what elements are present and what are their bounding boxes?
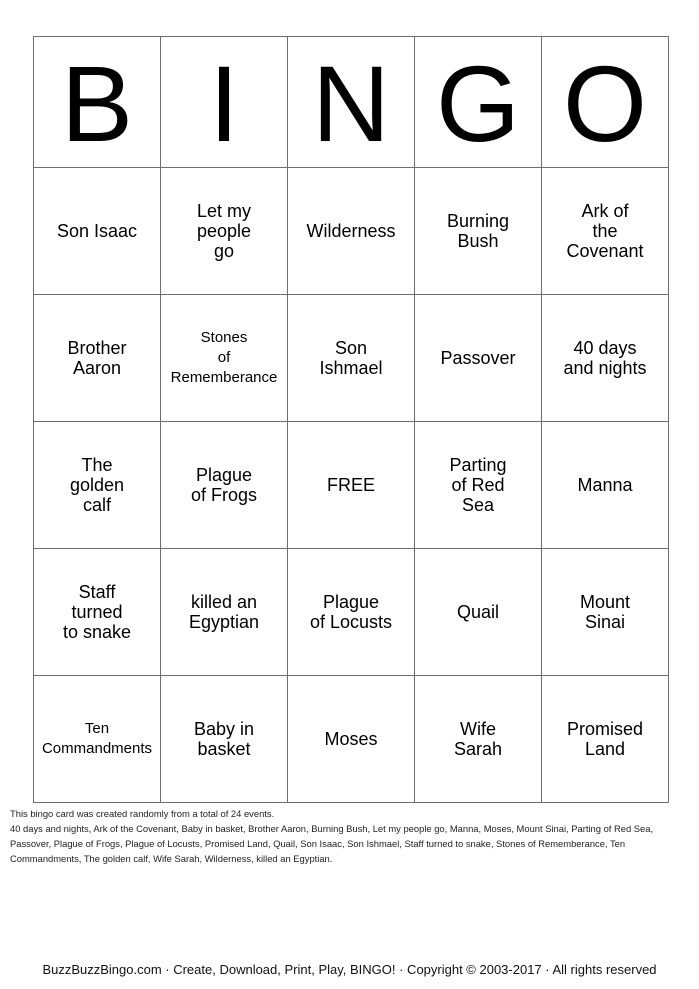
bingo-cell	[542, 295, 669, 422]
bingo-cell-line: and nights	[563, 357, 647, 378]
bingo-cell	[161, 295, 288, 422]
bingo-cell-line: Moses	[324, 728, 378, 749]
bingo-cell-text	[42, 719, 152, 759]
bingo-cell	[34, 549, 161, 676]
bingo-cell	[415, 676, 542, 803]
bingo-cell-line: Let my	[196, 200, 252, 221]
bingo-cell-text	[194, 719, 254, 759]
description-intro: This bingo card was created randomly from a total of 24 events.	[10, 808, 275, 819]
bingo-cell-line: of	[217, 349, 231, 366]
bingo-cell	[34, 295, 161, 422]
bingo-row	[34, 168, 669, 295]
bingo-cell-line: Baby in	[193, 718, 255, 739]
bingo-cell	[34, 422, 161, 549]
bingo-cell-line: killed an	[190, 591, 258, 612]
bingo-cell-text	[310, 592, 392, 632]
bingo-cell-text	[566, 201, 643, 261]
bingo-cell-line: Rememberance	[170, 369, 278, 386]
bingo-cell-line: turned	[71, 601, 123, 622]
bingo-cell-text	[191, 465, 257, 505]
bingo-cell-text	[63, 582, 131, 642]
bingo-cell-text	[567, 719, 643, 759]
bingo-cell-line: Parting	[449, 454, 507, 475]
bingo-row	[34, 549, 669, 676]
header-letter-n: N	[288, 37, 415, 168]
bingo-cell-line: The	[81, 454, 113, 475]
bingo-cell-text	[327, 475, 375, 495]
bingo-cell	[288, 676, 415, 803]
bingo-cell	[288, 295, 415, 422]
bingo-cell-line: Stones	[200, 329, 248, 346]
bingo-cell-text	[577, 475, 632, 495]
bingo-cell-line: Wife	[459, 718, 496, 739]
bingo-cell-text	[197, 201, 251, 261]
bingo-row	[34, 676, 669, 803]
bingo-cell	[161, 549, 288, 676]
card-description	[10, 806, 690, 866]
bingo-cell-line: calf	[82, 494, 111, 515]
bingo-cell	[415, 549, 542, 676]
bingo-cell-text	[306, 221, 395, 241]
bingo-cell-line: Sea	[461, 494, 494, 515]
bingo-cell	[415, 168, 542, 295]
bingo-cell-line: Promised	[566, 718, 644, 739]
bingo-cell-text	[57, 221, 137, 241]
bingo-cell-line: Manna	[577, 474, 633, 495]
header-letter-g: G	[415, 37, 542, 168]
bingo-cell-line: Burning	[446, 210, 510, 231]
bingo-cell-text	[457, 602, 499, 622]
bingo-cell-line: Sinai	[584, 611, 626, 632]
bingo-cell	[34, 676, 161, 803]
bingo-cell-line: Plague	[195, 464, 253, 485]
bingo-cell	[161, 676, 288, 803]
bingo-cell-text	[580, 592, 630, 632]
bingo-cell-text	[70, 455, 124, 515]
bingo-cell-line: FREE	[326, 474, 375, 495]
bingo-cell-text	[171, 328, 278, 388]
bingo-cell	[542, 422, 669, 549]
bingo-cell-line: Ishmael	[319, 357, 383, 378]
bingo-cell-text	[454, 719, 502, 759]
bingo-row	[34, 295, 669, 422]
bingo-cell-text	[324, 729, 377, 749]
bingo-cell	[161, 168, 288, 295]
header-letter-b: B	[34, 37, 161, 168]
bingo-cell	[288, 549, 415, 676]
bingo-cell-line: of Locusts	[309, 611, 393, 632]
header-row	[34, 37, 669, 168]
bingo-cell-line: Quail	[456, 601, 500, 622]
bingo-cell-line: of Red	[451, 474, 505, 495]
bingo-cell	[288, 422, 415, 549]
header-letter-o: O	[542, 37, 669, 168]
bingo-cell-line: Egyptian	[188, 611, 260, 632]
bingo-cell-text	[67, 338, 126, 378]
bingo-cell-line: Ten	[84, 720, 110, 737]
site-footer: BuzzBuzzBingo.com · Create, Download, Print, Play, BINGO! · Copyright © 2003-2017 · All rights reserved	[42, 962, 657, 977]
bingo-cell-text	[319, 338, 382, 378]
bingo-cell-line: Plague	[322, 591, 380, 612]
bingo-cell-line: people	[196, 220, 252, 241]
bingo-cell-line: Staff	[78, 581, 116, 602]
bingo-card	[33, 36, 669, 803]
bingo-cell-line: Son	[334, 337, 368, 358]
bingo-cell-line: 40 days	[573, 337, 637, 358]
bingo-cell	[161, 422, 288, 549]
bingo-cell	[542, 676, 669, 803]
bingo-cell-line: Bush	[457, 230, 499, 251]
bingo-cell-text	[447, 211, 509, 251]
bingo-cell-line: to snake	[62, 621, 132, 642]
bingo-cell-text	[189, 592, 259, 632]
bingo-cell-line: of Frogs	[190, 484, 258, 505]
bingo-cell-text	[449, 455, 506, 515]
bingo-cell-line: Commandments	[41, 740, 153, 757]
bingo-cell	[415, 422, 542, 549]
bingo-cell-text	[440, 348, 515, 368]
bingo-cell-line: Mount	[579, 591, 631, 612]
description-event-list: 40 days and nights, Ark of the Covenant, Baby in basket, Brother Aaron, Burning Bush, Let my people go, Manna, Moses, Mount Sinai, Parting of Red Sea, Passover, Plague of Frogs, Plague of Locusts, Promised Land, Quail, Son Isaac, Son Ishmael, Staff turned to snake, Stones of Rememberance, Ten Commandments, The golden calf, Wife Sarah, Wilderness, killed an Egyptian.	[10, 823, 654, 864]
bingo-cell	[415, 295, 542, 422]
bingo-cell-line: Wilderness	[306, 220, 396, 241]
bingo-cell-line: Sarah	[453, 738, 503, 759]
bingo-cell	[542, 168, 669, 295]
bingo-cell-line: the	[592, 220, 618, 241]
bingo-cell-line: Land	[584, 738, 626, 759]
bingo-cell-line: Passover	[440, 347, 516, 368]
bingo-cell-line: Covenant	[566, 240, 644, 261]
bingo-cell-text	[563, 338, 646, 378]
bingo-cell-line: Aaron	[72, 357, 122, 378]
bingo-cell	[542, 549, 669, 676]
bingo-cell	[34, 168, 161, 295]
bingo-row	[34, 422, 669, 549]
header-letter-i: I	[161, 37, 288, 168]
bingo-cell-line: basket	[197, 738, 251, 759]
bingo-cell-line: golden	[69, 474, 125, 495]
bingo-cell-line: Brother	[67, 337, 127, 358]
bingo-cell-line: Son Isaac	[56, 220, 138, 241]
bingo-cell-line: Ark of	[581, 200, 629, 221]
bingo-cell-line: go	[213, 240, 235, 261]
bingo-cell	[288, 168, 415, 295]
